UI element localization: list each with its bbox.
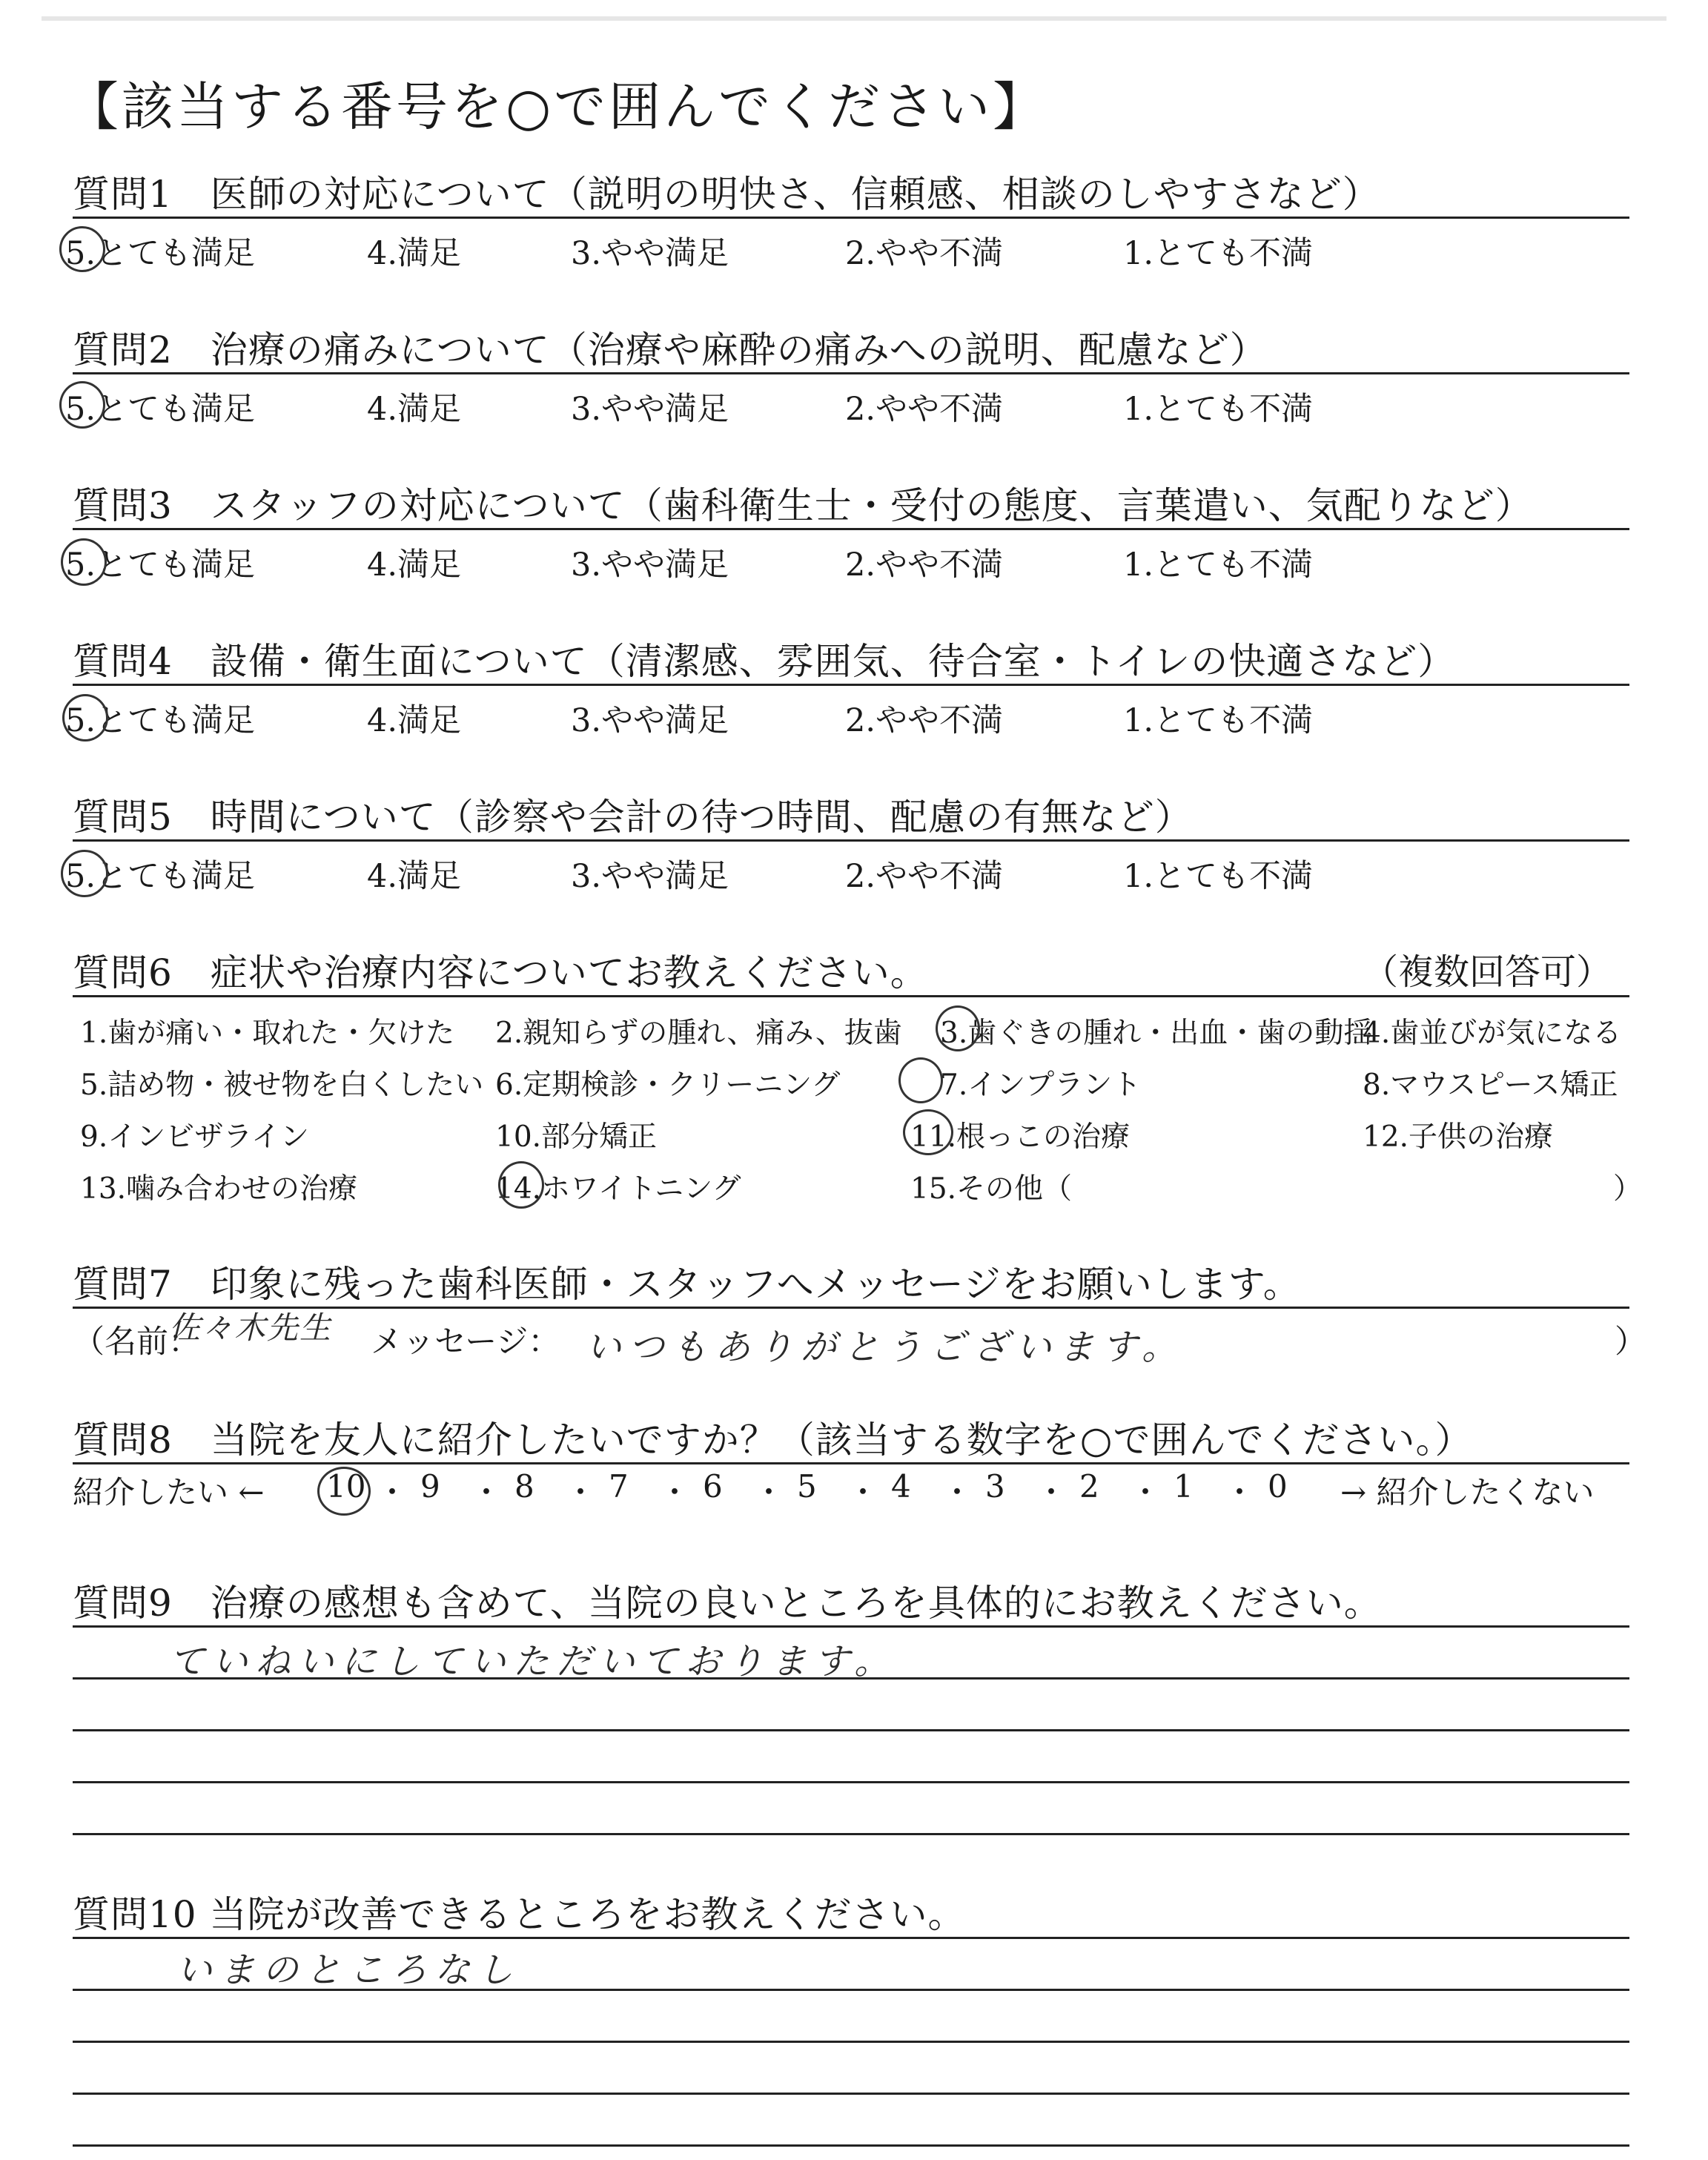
answer-line bbox=[73, 1781, 1629, 1783]
scale-separator: ・ bbox=[1224, 1474, 1256, 1510]
answer-line bbox=[73, 1937, 1629, 1939]
q2-option-4[interactable]: 4.満足 bbox=[367, 391, 462, 428]
q6-item-1[interactable]: 1.歯が痛い・取れた・欠けた bbox=[80, 1017, 455, 1050]
q2-option-1[interactable]: 1.とても不満 bbox=[1123, 391, 1314, 428]
q6-item-4[interactable]: 4.歯並びが気になる bbox=[1363, 1017, 1622, 1050]
divider bbox=[73, 372, 1629, 374]
scale-separator: ・ bbox=[753, 1474, 785, 1510]
recommend-right-label: → 紹介したくない bbox=[1340, 1474, 1595, 1510]
q2-option-2[interactable]: 2.やや不満 bbox=[845, 391, 1004, 428]
q6-item-2[interactable]: 2.親知らずの腫れ、痛み、抜歯 bbox=[495, 1017, 902, 1050]
q5-option-4[interactable]: 4.満足 bbox=[367, 858, 462, 895]
answer-line bbox=[73, 1833, 1629, 1835]
q6-selection-circle-14 bbox=[498, 1161, 544, 1209]
scale-value-8[interactable]: 8 bbox=[514, 1468, 534, 1505]
name-label: （名前： bbox=[73, 1324, 200, 1361]
q5-option-1[interactable]: 1.とても不満 bbox=[1123, 858, 1314, 895]
question-10-label: 質問10 当院が改善できるところをお教えください。 bbox=[73, 1893, 966, 1936]
divider bbox=[73, 839, 1629, 842]
q6-selection-circle-7 bbox=[898, 1057, 943, 1103]
q6-item-12[interactable]: 12.子供の治療 bbox=[1363, 1120, 1554, 1154]
question-8-label: 質問8 当院を友人に紹介したいですか？（該当する数字を○で囲んでください。） bbox=[73, 1418, 1473, 1462]
scale-value-0[interactable]: 0 bbox=[1268, 1468, 1288, 1505]
q3-option-4[interactable]: 4.満足 bbox=[367, 546, 462, 584]
page-title: 【該当する番号を○で囲んでください】 bbox=[67, 76, 1048, 137]
q4-option-5[interactable]: 5.とても満足 bbox=[65, 702, 256, 739]
question-4-label: 質問4 設備・衛生面について（清潔感、雰囲気、待合室・トイレの快適さなど） bbox=[73, 640, 1456, 683]
scale-separator: ・ bbox=[565, 1474, 597, 1510]
q3-option-3[interactable]: 3.やや満足 bbox=[571, 546, 729, 584]
q1-selection-circle bbox=[59, 226, 105, 272]
scale-value-2[interactable]: 2 bbox=[1079, 1468, 1099, 1505]
scale-separator: ・ bbox=[377, 1474, 408, 1510]
q3-selection-circle bbox=[61, 538, 107, 586]
scale-separator: ・ bbox=[1130, 1474, 1162, 1510]
q6-item-11[interactable]: 11.根っこの治療 bbox=[910, 1120, 1131, 1154]
answer-line bbox=[73, 1625, 1629, 1628]
q6-selection-circle-11 bbox=[903, 1109, 953, 1155]
divider bbox=[73, 1462, 1629, 1464]
divider bbox=[73, 995, 1629, 997]
answer-line bbox=[73, 1729, 1629, 1731]
message-close: ） bbox=[1615, 1324, 1646, 1361]
scale-value-7[interactable]: 7 bbox=[609, 1468, 629, 1505]
name-value: 佐々木先生 bbox=[169, 1309, 333, 1346]
q4-option-1[interactable]: 1.とても不満 bbox=[1123, 702, 1314, 739]
recommend-left-label: 紹介したい ← bbox=[73, 1474, 265, 1510]
divider bbox=[73, 684, 1629, 686]
q5-option-5[interactable]: 5.とても満足 bbox=[65, 858, 256, 895]
q6-item-7[interactable]: 7.インプラント bbox=[940, 1069, 1142, 1102]
q6-item-5[interactable]: 5.詰め物・被せ物を白くしたい bbox=[80, 1069, 484, 1102]
question-7-label: 質問7 印象に残った歯科医師・スタッフへメッセージをお願いします。 bbox=[73, 1263, 1301, 1306]
q2-option-3[interactable]: 3.やや満足 bbox=[571, 391, 729, 428]
q9-answer[interactable]: ていねいにしていただいております。 bbox=[169, 1641, 898, 1682]
q2-selection-circle bbox=[59, 381, 105, 429]
q4-selection-circle bbox=[62, 694, 108, 742]
scale-value-9[interactable]: 9 bbox=[420, 1468, 440, 1505]
q5-option-2[interactable]: 2.やや不満 bbox=[845, 858, 1004, 895]
scale-separator: ・ bbox=[847, 1474, 879, 1510]
q6-item-13[interactable]: 13.噛み合わせの治療 bbox=[80, 1172, 358, 1206]
scale-value-10[interactable]: 10 bbox=[326, 1468, 366, 1505]
question-5-label: 質問5 時間について（診察や会計の待つ時間、配慮の有無など） bbox=[73, 796, 1193, 839]
q2-option-5[interactable]: 5.とても満足 bbox=[65, 391, 256, 428]
q5-selection-circle bbox=[61, 850, 108, 897]
scale-separator: ・ bbox=[659, 1474, 691, 1510]
multiple-answers-note: （複数回答可） bbox=[1363, 951, 1612, 993]
q6-item-15-close: ） bbox=[1613, 1172, 1643, 1206]
answer-line bbox=[73, 2093, 1629, 2095]
scale-separator: ・ bbox=[941, 1474, 973, 1510]
q6-item-15[interactable]: 15.その他（ bbox=[910, 1172, 1073, 1206]
q8-selection-circle bbox=[317, 1467, 371, 1516]
divider bbox=[73, 1307, 1629, 1309]
q4-option-3[interactable]: 3.やや満足 bbox=[571, 702, 729, 739]
scale-value-3[interactable]: 3 bbox=[985, 1468, 1005, 1505]
answer-line bbox=[73, 1677, 1629, 1680]
divider bbox=[73, 528, 1629, 530]
q6-item-10[interactable]: 10.部分矯正 bbox=[495, 1120, 658, 1154]
scale-value-6[interactable]: 6 bbox=[703, 1468, 723, 1505]
scale-separator: ・ bbox=[1036, 1474, 1068, 1510]
q1-option-3[interactable]: 3.やや満足 bbox=[571, 235, 729, 272]
q10-answer[interactable]: いまのところなし bbox=[176, 1949, 521, 1991]
scale-value-1[interactable]: 1 bbox=[1174, 1468, 1194, 1505]
scale-value-4[interactable]: 4 bbox=[891, 1468, 911, 1505]
question-3-label: 質問3 スタッフの対応について（歯科衛生士・受付の態度、言葉遣い、気配りなど） bbox=[73, 484, 1533, 527]
q1-option-1[interactable]: 1.とても不満 bbox=[1123, 235, 1314, 272]
q6-item-14[interactable]: 14.ホワイトニング bbox=[495, 1172, 741, 1206]
q6-item-3[interactable]: 3.歯ぐきの腫れ・出血・歯の動揺 bbox=[940, 1017, 1373, 1050]
q3-option-2[interactable]: 2.やや不満 bbox=[845, 546, 1004, 584]
message-value: いつもありがとうございます。 bbox=[586, 1327, 1185, 1368]
message-label: メッセージ： bbox=[371, 1324, 560, 1361]
question-2-label: 質問2 治療の痛みについて（治療や麻酔の痛みへの説明、配慮など） bbox=[73, 328, 1268, 371]
top-border bbox=[42, 16, 1666, 21]
q1-option-2[interactable]: 2.やや不満 bbox=[845, 235, 1004, 272]
q6-item-8[interactable]: 8.マウスピース矯正 bbox=[1363, 1069, 1618, 1102]
q1-option-4[interactable]: 4.満足 bbox=[367, 235, 462, 272]
answer-line bbox=[73, 2041, 1629, 2043]
question-6-label: 質問6 症状や治療内容についてお教えください。 bbox=[73, 951, 928, 994]
q4-option-4[interactable]: 4.満足 bbox=[367, 702, 462, 739]
scale-separator: ・ bbox=[471, 1474, 503, 1510]
question-9-label: 質問9 治療の感想も含めて、当院の良いところを具体的にお教えください。 bbox=[73, 1582, 1382, 1625]
q1-option-5[interactable]: 5.とても満足 bbox=[65, 235, 256, 272]
answer-line bbox=[73, 2144, 1629, 2147]
q3-option-5[interactable]: 5.とても満足 bbox=[65, 546, 256, 584]
scale-value-5[interactable]: 5 bbox=[797, 1468, 817, 1505]
q3-option-1[interactable]: 1.とても不満 bbox=[1123, 546, 1314, 584]
q4-option-2[interactable]: 2.やや不満 bbox=[845, 702, 1004, 739]
answer-line bbox=[73, 1989, 1629, 1991]
divider bbox=[73, 217, 1629, 219]
q5-option-3[interactable]: 3.やや満足 bbox=[571, 858, 729, 895]
q6-item-9[interactable]: 9.インビザライン bbox=[80, 1120, 310, 1154]
question-1-label: 質問1 医師の対応について（説明の明快さ、信頼感、相談のしやすさなど） bbox=[73, 173, 1380, 216]
q6-selection-circle-3 bbox=[936, 1005, 980, 1051]
q6-item-6[interactable]: 6.定期検診・クリーニング bbox=[495, 1069, 841, 1102]
